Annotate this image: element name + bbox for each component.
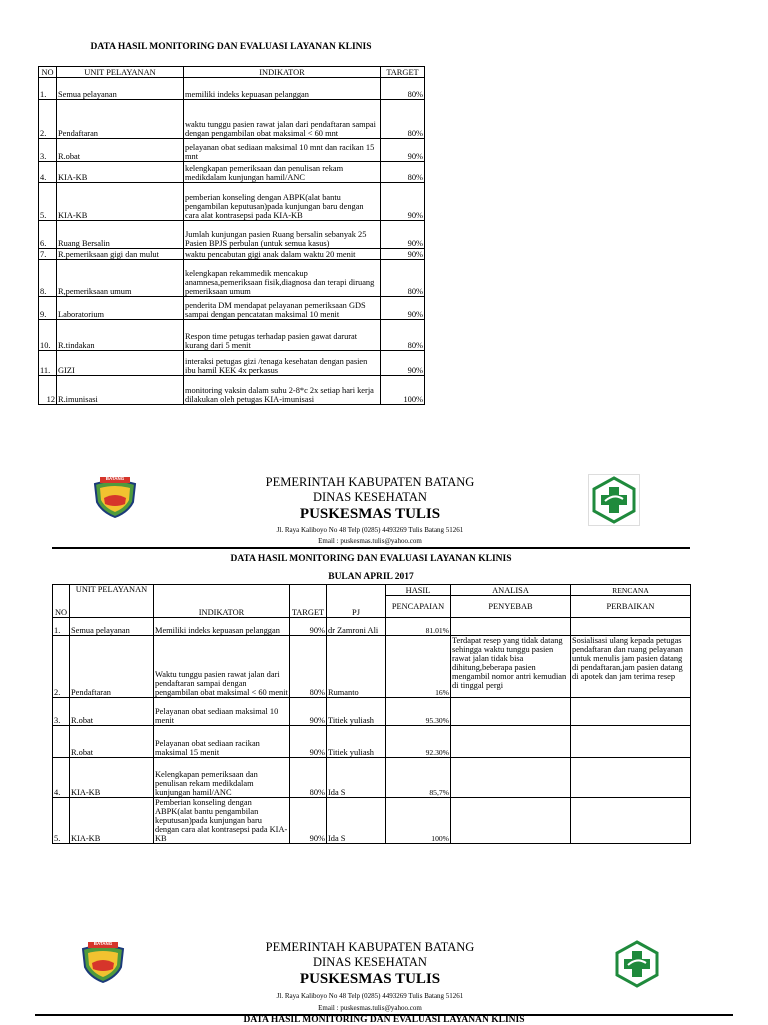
row-indikator: memiliki indeks kepuasan pelanggan	[184, 78, 381, 100]
row-penyebab	[451, 758, 571, 798]
row-penyebab	[451, 698, 571, 726]
row-pj: Titiek yuliash	[327, 726, 386, 758]
row-no: 9.	[39, 297, 57, 320]
batang-logo-label: BATANG	[105, 476, 125, 481]
row-unit: R.tindakan	[57, 320, 184, 351]
header-target: TARGET	[381, 67, 425, 78]
table-row	[53, 758, 691, 798]
header-hasil: HASIL	[386, 585, 451, 596]
row-perbaikan	[571, 758, 691, 798]
row-indikator: Kelengkapan pemeriksaan dan penulisan rekam medikdalam kunjungan hamil/ANC	[154, 758, 290, 798]
row-unit: Semua pelayanan	[70, 618, 154, 636]
row-no: 3.	[39, 139, 57, 162]
header-rencana: RENCANA	[571, 585, 691, 596]
header-no: NO	[39, 67, 57, 78]
row-target: 80%	[290, 758, 327, 798]
row-target: 90%	[381, 297, 425, 320]
row-target: 80%	[381, 100, 425, 139]
row-pj: Ida S	[327, 798, 386, 844]
row-target: 90%	[290, 618, 327, 636]
table-row	[39, 162, 425, 183]
row-no: 10.	[39, 320, 57, 351]
row-no: 12	[39, 376, 57, 405]
row-pj: dr Zamroni Ali	[327, 618, 386, 636]
row-indikator: pemberian konseling dengan ABPK(alat bantu pengambilan keputusan)pada kunjungan baru dengan cara alat kontrasepsi pada KIA-KB	[184, 183, 381, 221]
section3-title: DATA HASIL MONITORING DAN EVALUASI LAYANAN KLINIS	[243, 1015, 525, 1025]
row-no: 2.	[39, 100, 57, 139]
row-pj: Ida S	[327, 758, 386, 798]
row-pencapaian: 81.01%	[386, 618, 451, 636]
row-pencapaian: 100%	[386, 798, 451, 844]
table-row	[39, 320, 425, 351]
row-target: 90%	[290, 698, 327, 726]
row-no: 5.	[39, 183, 57, 221]
header-pencapaian: PENCAPAIAN	[386, 596, 451, 618]
row-unit: KIA-KB	[70, 758, 154, 798]
table-row	[39, 183, 425, 221]
row-unit: GIZI	[57, 351, 184, 376]
row-perbaikan: Sosialisasi ulang kepada petugas pendaftaran dan ruang pelayanan untuk menulis jam pasien datang di pendaftaran,jam pasien datang di apotek dan jam terima resep	[571, 636, 691, 698]
header-analisa: ANALISA	[451, 585, 571, 596]
row-pencapaian: 16%	[386, 636, 451, 698]
row-indikator: kelengkapan pemeriksaan dan penulisan rekam medikdalam kunjungan hamil/ANC	[184, 162, 381, 183]
header-indikator: INDIKATOR	[184, 67, 381, 78]
letterhead-line1: PEMERINTAH KABUPATEN BATANG	[265, 475, 475, 489]
row-indikator: Jumlah kunjungan pasien Ruang bersalin sebanyak 25 Pasien BPJS perbulan (untuk semua kasus)	[184, 221, 381, 249]
section1-header-row	[39, 67, 425, 78]
row-penyebab	[451, 618, 571, 636]
header-penyebab: PENYEBAB	[451, 596, 571, 618]
row-no: 11.	[39, 351, 57, 376]
letterhead-address: Jl. Raya Kaliboyo No 48 Telp (0285) 4493269 Tulis Batang 51261	[276, 526, 464, 534]
row-indikator: Pemberian konseling dengan ABPK(alat bantu pengambilan keputusan)pada kunjungan baru dengan cara alat kontrasepsi pada KIA-KB	[154, 798, 290, 844]
table-row	[53, 618, 691, 636]
row-pj: Titiek yuliash	[327, 698, 386, 726]
row-no: 8.	[39, 260, 57, 297]
row-target: 80%	[290, 636, 327, 698]
row-indikator: monitoring vaksin dalam suhu 2-8*c 2x setiap hari kerja dilakukan oleh petugas KIA-imunisasi	[184, 376, 381, 405]
section1-title: DATA HASIL MONITORING DAN EVALUASI LAYANAN KLINIS	[90, 42, 372, 52]
table-row	[39, 376, 425, 405]
row-no: 6.	[39, 221, 57, 249]
row-pj: Rumanto	[327, 636, 386, 698]
row-pencapaian: 92.30%	[386, 726, 451, 758]
row-unit: R.imunisasi	[57, 376, 184, 405]
row-unit: Laboratorium	[57, 297, 184, 320]
letterhead-divider	[52, 547, 690, 549]
letterhead-line1: PEMERINTAH KABUPATEN BATANG	[265, 940, 475, 954]
row-unit: R.obat	[57, 139, 184, 162]
batang-logo-label: BATANG	[93, 941, 113, 946]
row-no: 3.	[53, 698, 70, 726]
row-indikator: Pelayanan obat sediaan racikan maksimal 15 menit	[154, 726, 290, 758]
letterhead-line3: PUSKESMAS TULIS	[299, 506, 441, 522]
table-row	[39, 100, 425, 139]
row-target: 90%	[381, 221, 425, 249]
table-row	[39, 351, 425, 376]
row-indikator: Respon time petugas terhadap pasien gawat darurat kurang dari 5 menit	[184, 320, 381, 351]
header-no: NO	[53, 585, 70, 618]
row-no: 1.	[39, 78, 57, 100]
table-row	[39, 139, 425, 162]
row-indikator: pelayanan obat sediaan maksimal 10 mnt dan racikan 15 mnt	[184, 139, 381, 162]
row-unit: R.pemeriksaan gigi dan mulut	[57, 249, 184, 260]
row-target: 90%	[381, 139, 425, 162]
row-unit: R.obat	[70, 698, 154, 726]
row-no: 2.	[53, 636, 70, 698]
batang-logo	[92, 476, 138, 518]
table-row	[39, 297, 425, 320]
row-unit: Ruang Bersalin	[57, 221, 184, 249]
row-penyebab	[451, 726, 571, 758]
row-target: 80%	[381, 162, 425, 183]
row-target: 90%	[381, 249, 425, 260]
row-penyebab: Terdapat resep yang tidak datang sehingga waktu tunggu pasien rawat jalan tidak bisa dihitung,beberapa pasien mengambil nomor antri kemudian di tinggal pergi	[451, 636, 571, 698]
letterhead-email: Email : puskesmas.tulis@yahoo.com	[318, 537, 422, 545]
header-unit: UNIT PELAYANAN	[57, 67, 184, 78]
row-no	[53, 726, 70, 758]
row-unit: KIA-KB	[70, 798, 154, 844]
row-unit: R.obat	[70, 726, 154, 758]
puskesmas-logo	[588, 474, 640, 526]
row-perbaikan	[571, 726, 691, 758]
section2-subtitle: BULAN APRIL 2017	[328, 572, 414, 582]
row-unit: Semua pelayanan	[57, 78, 184, 100]
header-target: TARGET	[290, 585, 327, 618]
row-penyebab	[451, 798, 571, 844]
row-target: 80%	[381, 260, 425, 297]
row-no: 4.	[53, 758, 70, 798]
row-indikator: Pelayanan obat sediaan maksimal 10 menit	[154, 698, 290, 726]
row-target: 90%	[290, 798, 327, 844]
table-row	[39, 260, 425, 297]
batang-logo	[80, 941, 126, 983]
letterhead-address: Jl. Raya Kaliboyo No 48 Telp (0285) 4493269 Tulis Batang 51261	[276, 992, 464, 1000]
row-target: 80%	[381, 320, 425, 351]
row-unit: KIA-KB	[57, 162, 184, 183]
row-target: 100%	[381, 376, 425, 405]
section2-title: DATA HASIL MONITORING DAN EVALUASI LAYANAN KLINIS	[230, 554, 512, 564]
letterhead-email: Email : puskesmas.tulis@yahoo.com	[318, 1004, 422, 1012]
row-target: 80%	[381, 78, 425, 100]
row-indikator: interaksi petugas gizi /tenaga kesehatan dengan pasien ibu hamil KEK 4x perkasus	[184, 351, 381, 376]
row-target: 90%	[381, 183, 425, 221]
row-indikator: Waktu tunggu pasien rawat jalan dari pendaftaran sampai dengan pengambilan obat maksimal < 60 menit	[154, 636, 290, 698]
table-row	[53, 636, 691, 698]
header-unit: UNIT PELAYANAN	[70, 585, 154, 618]
puskesmas-logo	[612, 939, 662, 989]
row-target: 90%	[290, 726, 327, 758]
row-perbaikan	[571, 618, 691, 636]
row-no: 1.	[53, 618, 70, 636]
row-unit: R,pemeriksaan umum	[57, 260, 184, 297]
header-indikator: INDIKATOR	[154, 585, 290, 618]
row-perbaikan	[571, 698, 691, 726]
table-row	[39, 78, 425, 100]
section2-header-row-1	[53, 585, 691, 596]
row-indikator: waktu tunggu pasien rawat jalan dari pendaftaran sampai dengan pengambilan obat maksimal < 60 mnt	[184, 100, 381, 139]
header-pj: PJ	[327, 585, 386, 618]
row-pencapaian: 95.30%	[386, 698, 451, 726]
row-perbaikan	[571, 798, 691, 844]
table-row	[39, 249, 425, 260]
row-no: 7.	[39, 249, 57, 260]
row-pencapaian: 85,7%	[386, 758, 451, 798]
header-perbaikan: PERBAIKAN	[571, 596, 691, 618]
row-unit: Pendaftaran	[57, 100, 184, 139]
table-row	[53, 798, 691, 844]
row-indikator: Memiliki indeks kepuasan pelanggan	[154, 618, 290, 636]
section2-table	[52, 584, 691, 844]
row-unit: KIA-KB	[57, 183, 184, 221]
row-no: 5.	[53, 798, 70, 844]
row-indikator: kelengkapan rekammedik mencakup anamnesa,pemeriksaan fisik,diagnosa dan terapi diruang pemeriksaan umum	[184, 260, 381, 297]
row-unit: Pendaftaran	[70, 636, 154, 698]
row-indikator: waktu pencabutan gigi anak dalam waktu 20 menit	[184, 249, 381, 260]
section1-table	[38, 66, 425, 405]
row-indikator: penderita DM mendapat pelayanan pemeriksaan GDS sampai dengan pencatatan maksimal 10 menit	[184, 297, 381, 320]
table-row	[53, 726, 691, 758]
letterhead-line3: PUSKESMAS TULIS	[299, 971, 441, 987]
table-row	[39, 221, 425, 249]
table-row	[53, 698, 691, 726]
letterhead-line2: DINAS KESEHATAN	[313, 955, 427, 969]
row-no: 4.	[39, 162, 57, 183]
letterhead-line2: DINAS KESEHATAN	[313, 490, 427, 504]
row-target: 90%	[381, 351, 425, 376]
